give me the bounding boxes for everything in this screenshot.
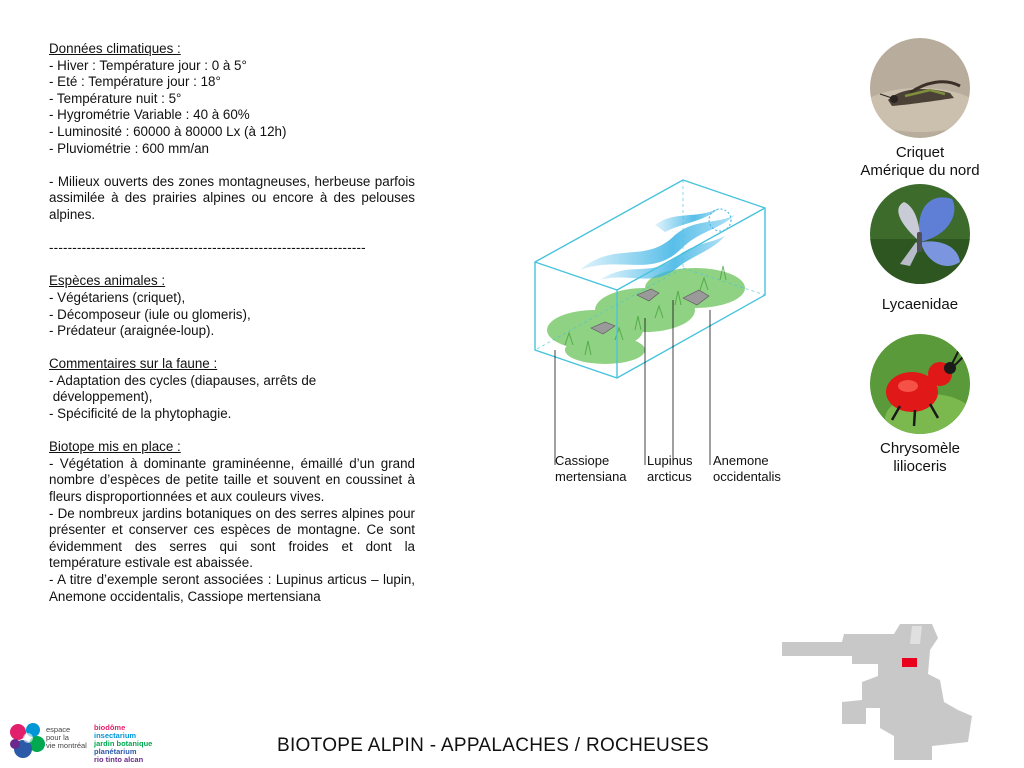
species-card-criquet bbox=[860, 38, 980, 180]
logo-institution: rio tinto alcan bbox=[94, 755, 144, 764]
biotope-paragraph: - Végétation à dominante graminéenne, émaillé d’un grand nombre d’espèces de petite taille et souvent en coussinet à fleurs disproportionnées et aux couleurs vives. bbox=[49, 455, 415, 505]
logo-espace-text bbox=[46, 726, 87, 750]
logo-word: espace bbox=[46, 725, 71, 734]
biotope-paragraph: - A titre d’exemple seront associées : Lupinus articus – lupin, Anemone occidentalis, Cassiope mertensiana bbox=[49, 572, 415, 604]
espace-pour-la-vie-logo bbox=[6, 718, 166, 764]
climate-line: - Luminosité : 60000 à 80000 Lx (à 12h) bbox=[49, 123, 287, 139]
red-beetle-image bbox=[870, 334, 970, 434]
climate-line: - Eté : Température jour : 18° bbox=[49, 74, 221, 90]
logo-institution: biodôme bbox=[94, 723, 126, 732]
fauna-line: - Adaptation des cycles (diapauses, arrêts de bbox=[49, 372, 317, 388]
climate-line: - Hiver : Température jour : 0 à 5° bbox=[49, 57, 247, 73]
fauna-title: Commentaires sur la faune : bbox=[49, 356, 218, 372]
plant-label-anemone bbox=[713, 453, 781, 485]
blue-butterfly-image bbox=[870, 184, 970, 284]
plant-label-line: arcticus bbox=[647, 469, 692, 484]
plant-label-line: Lupinus bbox=[647, 453, 693, 468]
biotope-paragraph: - De nombreux jardins botaniques on des serres alpines pour présenter et conserver ces espèces de montagne. Ce sont évidemment des serres qui sont froides et dont la température estivale est abaissée. bbox=[49, 505, 415, 571]
terrarium-illustration bbox=[525, 170, 805, 500]
species-title: Espèces animales : bbox=[49, 273, 166, 289]
species-name: Lycaenidae bbox=[881, 296, 959, 313]
climate-line: - Hygrométrie Variable : 40 à 60% bbox=[49, 107, 250, 123]
logo-institutions bbox=[94, 724, 152, 764]
climate-line: - Température nuit : 5° bbox=[49, 90, 182, 106]
fauna-line: développement), bbox=[49, 389, 153, 405]
habitat-text: - Milieux ouverts des zones montagneuses, herbeuse parfois assimilée à des prairies alpines ou encore à des pelouses alpines. bbox=[49, 173, 415, 222]
current-location-marker bbox=[902, 658, 917, 667]
logo-institution: planétarium bbox=[94, 747, 137, 756]
logo-word: pour la bbox=[46, 733, 69, 742]
species-card-lycaenidae bbox=[860, 184, 980, 314]
climate-title: Données climatiques : bbox=[49, 41, 181, 56]
logo-icon bbox=[6, 720, 48, 762]
species-name: Chrysomèle lilioceris bbox=[879, 440, 961, 475]
page-title: BIOTOPE ALPIN - APPALACHES / ROCHEUSES bbox=[277, 735, 709, 756]
plant-label-line: mertensiana bbox=[555, 469, 627, 484]
grasshopper-image bbox=[870, 38, 970, 138]
logo-institution: insectarium bbox=[94, 731, 137, 740]
plant-label-lupinus bbox=[647, 453, 693, 485]
species-card-chrysomele bbox=[860, 334, 980, 476]
site-map-illustration bbox=[782, 624, 972, 760]
plant-label-cassiope bbox=[555, 453, 627, 485]
biotope-box-diagram bbox=[525, 170, 805, 500]
logo-word: vie montréal bbox=[46, 741, 87, 750]
logo-institution: jardin botanique bbox=[94, 739, 153, 748]
separator-line: -------------------------------------------------------------------- bbox=[49, 240, 366, 256]
fauna-line: - Spécificité de la phytophagie. bbox=[49, 406, 232, 422]
climate-line: - Pluviométrie : 600 mm/an bbox=[49, 140, 210, 156]
species-name: Criquet Amérique du nord bbox=[860, 144, 980, 179]
species-line: - Décomposeur (iule ou glomeris), bbox=[49, 306, 251, 322]
species-line: - Végétariens (criquet), bbox=[49, 289, 186, 305]
plant-cluster bbox=[547, 268, 745, 364]
site-location-map bbox=[782, 624, 972, 760]
species-line: - Prédateur (araignée-loup). bbox=[49, 323, 215, 339]
plant-label-line: Cassiope bbox=[555, 453, 610, 468]
biotope-title: Biotope mis en place : bbox=[49, 439, 181, 455]
plant-label-line: Anemone bbox=[713, 453, 769, 468]
plant-label-line: occidentalis bbox=[713, 469, 781, 484]
info-text-column bbox=[49, 41, 415, 605]
